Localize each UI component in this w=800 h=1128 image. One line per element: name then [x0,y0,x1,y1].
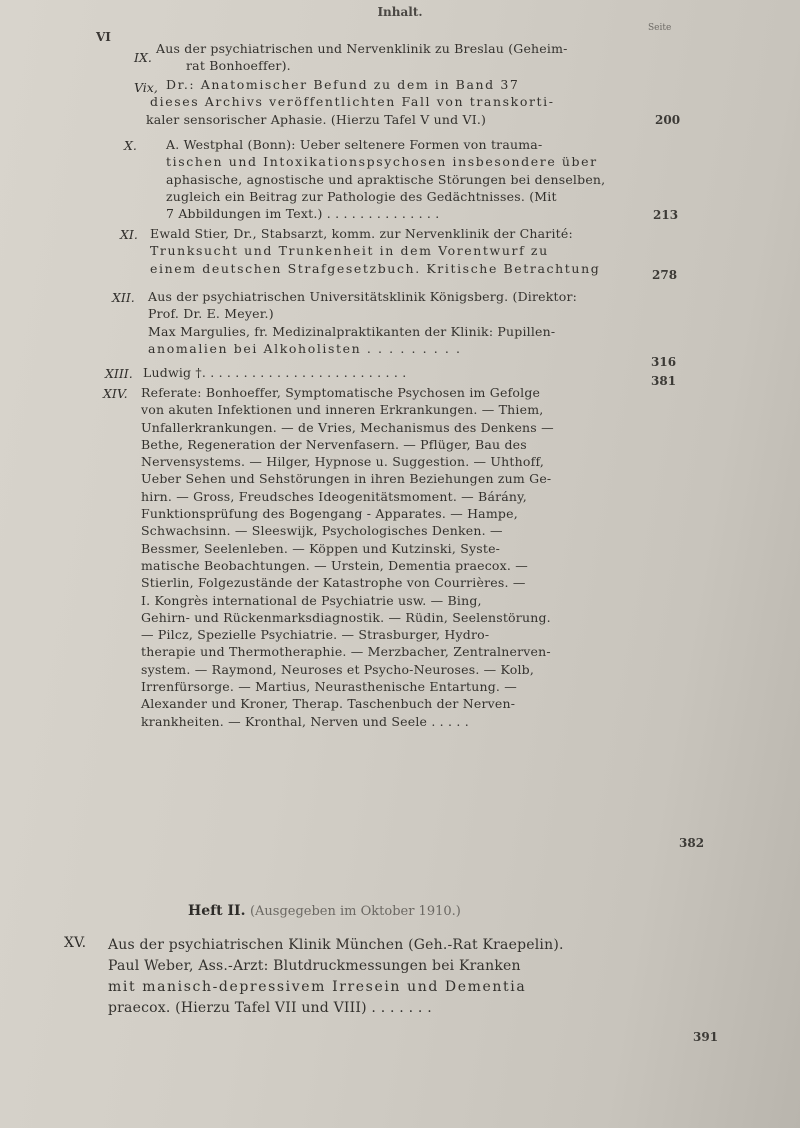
entry-line: Schwachsinn. — Sleeswijk, Psychologisches Denken. — [141,523,503,539]
entry-line: Prof. Dr. E. Meyer.) [148,306,274,322]
entry-line: Nervensystems. — Hilger, Hypnose u. Suggestion. — Uhthoff, [141,454,544,470]
entry-number: XI. [120,227,138,242]
entry-text [156,40,568,75]
entry-line: Dr.: Anatomischer Befund zu dem in Band 37 [166,77,520,92]
entry-line: Aus der psychiatrischen Klinik München (Geh.-Rat Kraepelin). [108,937,564,953]
entry-line: tischen und Intoxikationspsychosen insbesondere über [166,154,598,170]
entry-line: krankheiten. — Kronthal, Nerven und Seele . . . . . [141,713,469,729]
entry-text [148,288,577,357]
entry-line: Referate: Bonhoeffer, Symptomatische Psychosen im Gefolge [141,385,541,400]
entry-line: Unfallerkrankungen. — de Vries, Mechanismus des Denkens — [141,419,554,435]
entry-line: Ewald Stier, Dr., Stabsarzt, komm. zur Nervenklinik der Charité: [150,226,573,241]
entry-number: X. [124,138,137,153]
entry-line: A. Westphal (Bonn): Ueber seltenere Formen von trauma- [166,137,543,152]
entry-line: Funktionsprüfung des Bogengang - Apparates. — Hampe, [141,506,518,522]
entry-line: Ludwig †. . . . . . . . . . . . . . . . . . . . . . . . . [143,365,407,380]
entry-line: von akuten Infektionen und inneren Erkrankungen. — Thiem, [141,402,544,418]
entry-line: dieses Archivs veröffentlichten Fall von transkorti- [150,94,555,110]
entry-line: rat Bonhoeffer). [186,58,291,74]
entry-line: Alexander und Kroner, Therap. Taschenbuch der Nerven- [141,696,516,712]
entry-line: Irrenfürsorge. — Martius, Neurasthenische Entartung. — [141,679,517,695]
entry-page-number: 391 [693,1030,719,1044]
entry-page-number: 316 [651,355,677,369]
entry-text [150,225,600,277]
seite-label: Seite [648,23,672,33]
entry-number: Vix, [134,80,158,95]
entry-text [108,935,564,1019]
entry-line: praecox. (Hierzu Tafel VII und VIII) . . . . . . . [108,1000,432,1016]
entry-text [166,136,605,222]
entry-number: XIV. [103,386,128,401]
entry-text [141,384,554,730]
entry-line: mit manisch-depressivem Irresein und Dementia [108,979,527,995]
entry-page-number: 382 [679,836,705,850]
entry-line: Paul Weber, Ass.-Arzt: Blutdruckmessungen bei Kranken [108,958,521,974]
entry-line: anomalien bei Alkoholisten . . . . . . . . . [148,340,462,356]
entry-number: XIII. [105,366,133,381]
heft-title: Heft II. [188,903,246,919]
entry-line: Bethe, Regeneration der Nervenfasern. — Pflüger, Bau des [141,436,527,452]
page-header-title: Inhalt. [377,5,423,19]
entry-page-number: 200 [655,113,681,127]
page-number-roman: VI [96,30,111,44]
entry-number: XII. [112,290,135,305]
heft-heading [188,903,461,919]
entry-line: einem deutschen Strafgesetzbuch. Kritische Betrachtung [150,260,601,276]
entry-line: Stierlin, Folgezustände der Katastrophe von Courrières. — [141,575,526,591]
heft-note: (Ausgegeben im Oktober 1910.) [249,904,461,919]
entry-line: Trunksucht und Trunkenheit in dem Vorentwurf zu [150,243,549,259]
entry-line: I. Kongrès international de Psychiatrie usw. — Bing, [141,592,482,608]
entry-line: hirn. — Gross, Freudsches Ideogenitätsmoment. — Bárány, [141,488,527,504]
entry-line: aphasische, agnostische und apraktische Störungen bei denselben, [166,171,606,187]
entry-line: Max Margulies, fr. Medizinalpraktikanten der Klinik: Pupillen- [148,323,556,339]
entry-number: IX. [134,50,152,65]
entry-number: XV. [64,935,87,951]
entry-line: system. — Raymond, Neuroses et Psycho-Neuroses. — Kolb, [141,661,535,677]
entry-line: Ueber Sehen und Sehstörungen in ihren Beziehungen zum Ge- [141,471,552,487]
entry-page-number: 213 [653,208,679,222]
entry-line: — Pilcz, Spezielle Psychiatrie. — Strasburger, Hydro- [141,627,490,643]
entry-line: Aus der psychiatrischen und Nervenklinik zu Breslau (Geheim- [156,41,568,56]
entry-line: therapie und Thermotheraphie. — Merzbacher, Zentralnerven- [141,644,551,660]
entry-line: Aus der psychiatrischen Universitätsklinik Königsberg. (Direktor: [148,289,578,304]
entry-line: matische Beobachtungen. — Urstein, Dementia praecox. — [141,557,528,573]
entry-text [143,364,406,381]
entry-line: kaler sensorischer Aphasie. (Hierzu Tafel V und VI.) [146,111,487,127]
entry-line: zugleich ein Beitrag zur Pathologie des Gedächtnisses. (Mit [166,188,557,204]
entry-line: Bessmer, Seelenleben. — Köppen und Kutzinski, Syste- [141,540,501,556]
entry-page-number: 381 [651,374,677,388]
entry-line: Gehirn- und Rückenmarksdiagnostik. — Rüdin, Seelenstörung. [141,609,551,625]
entry-line: 7 Abbildungen im Text.) . . . . . . . . . . . . . . [166,206,440,222]
entry-page-number: 278 [652,268,678,282]
